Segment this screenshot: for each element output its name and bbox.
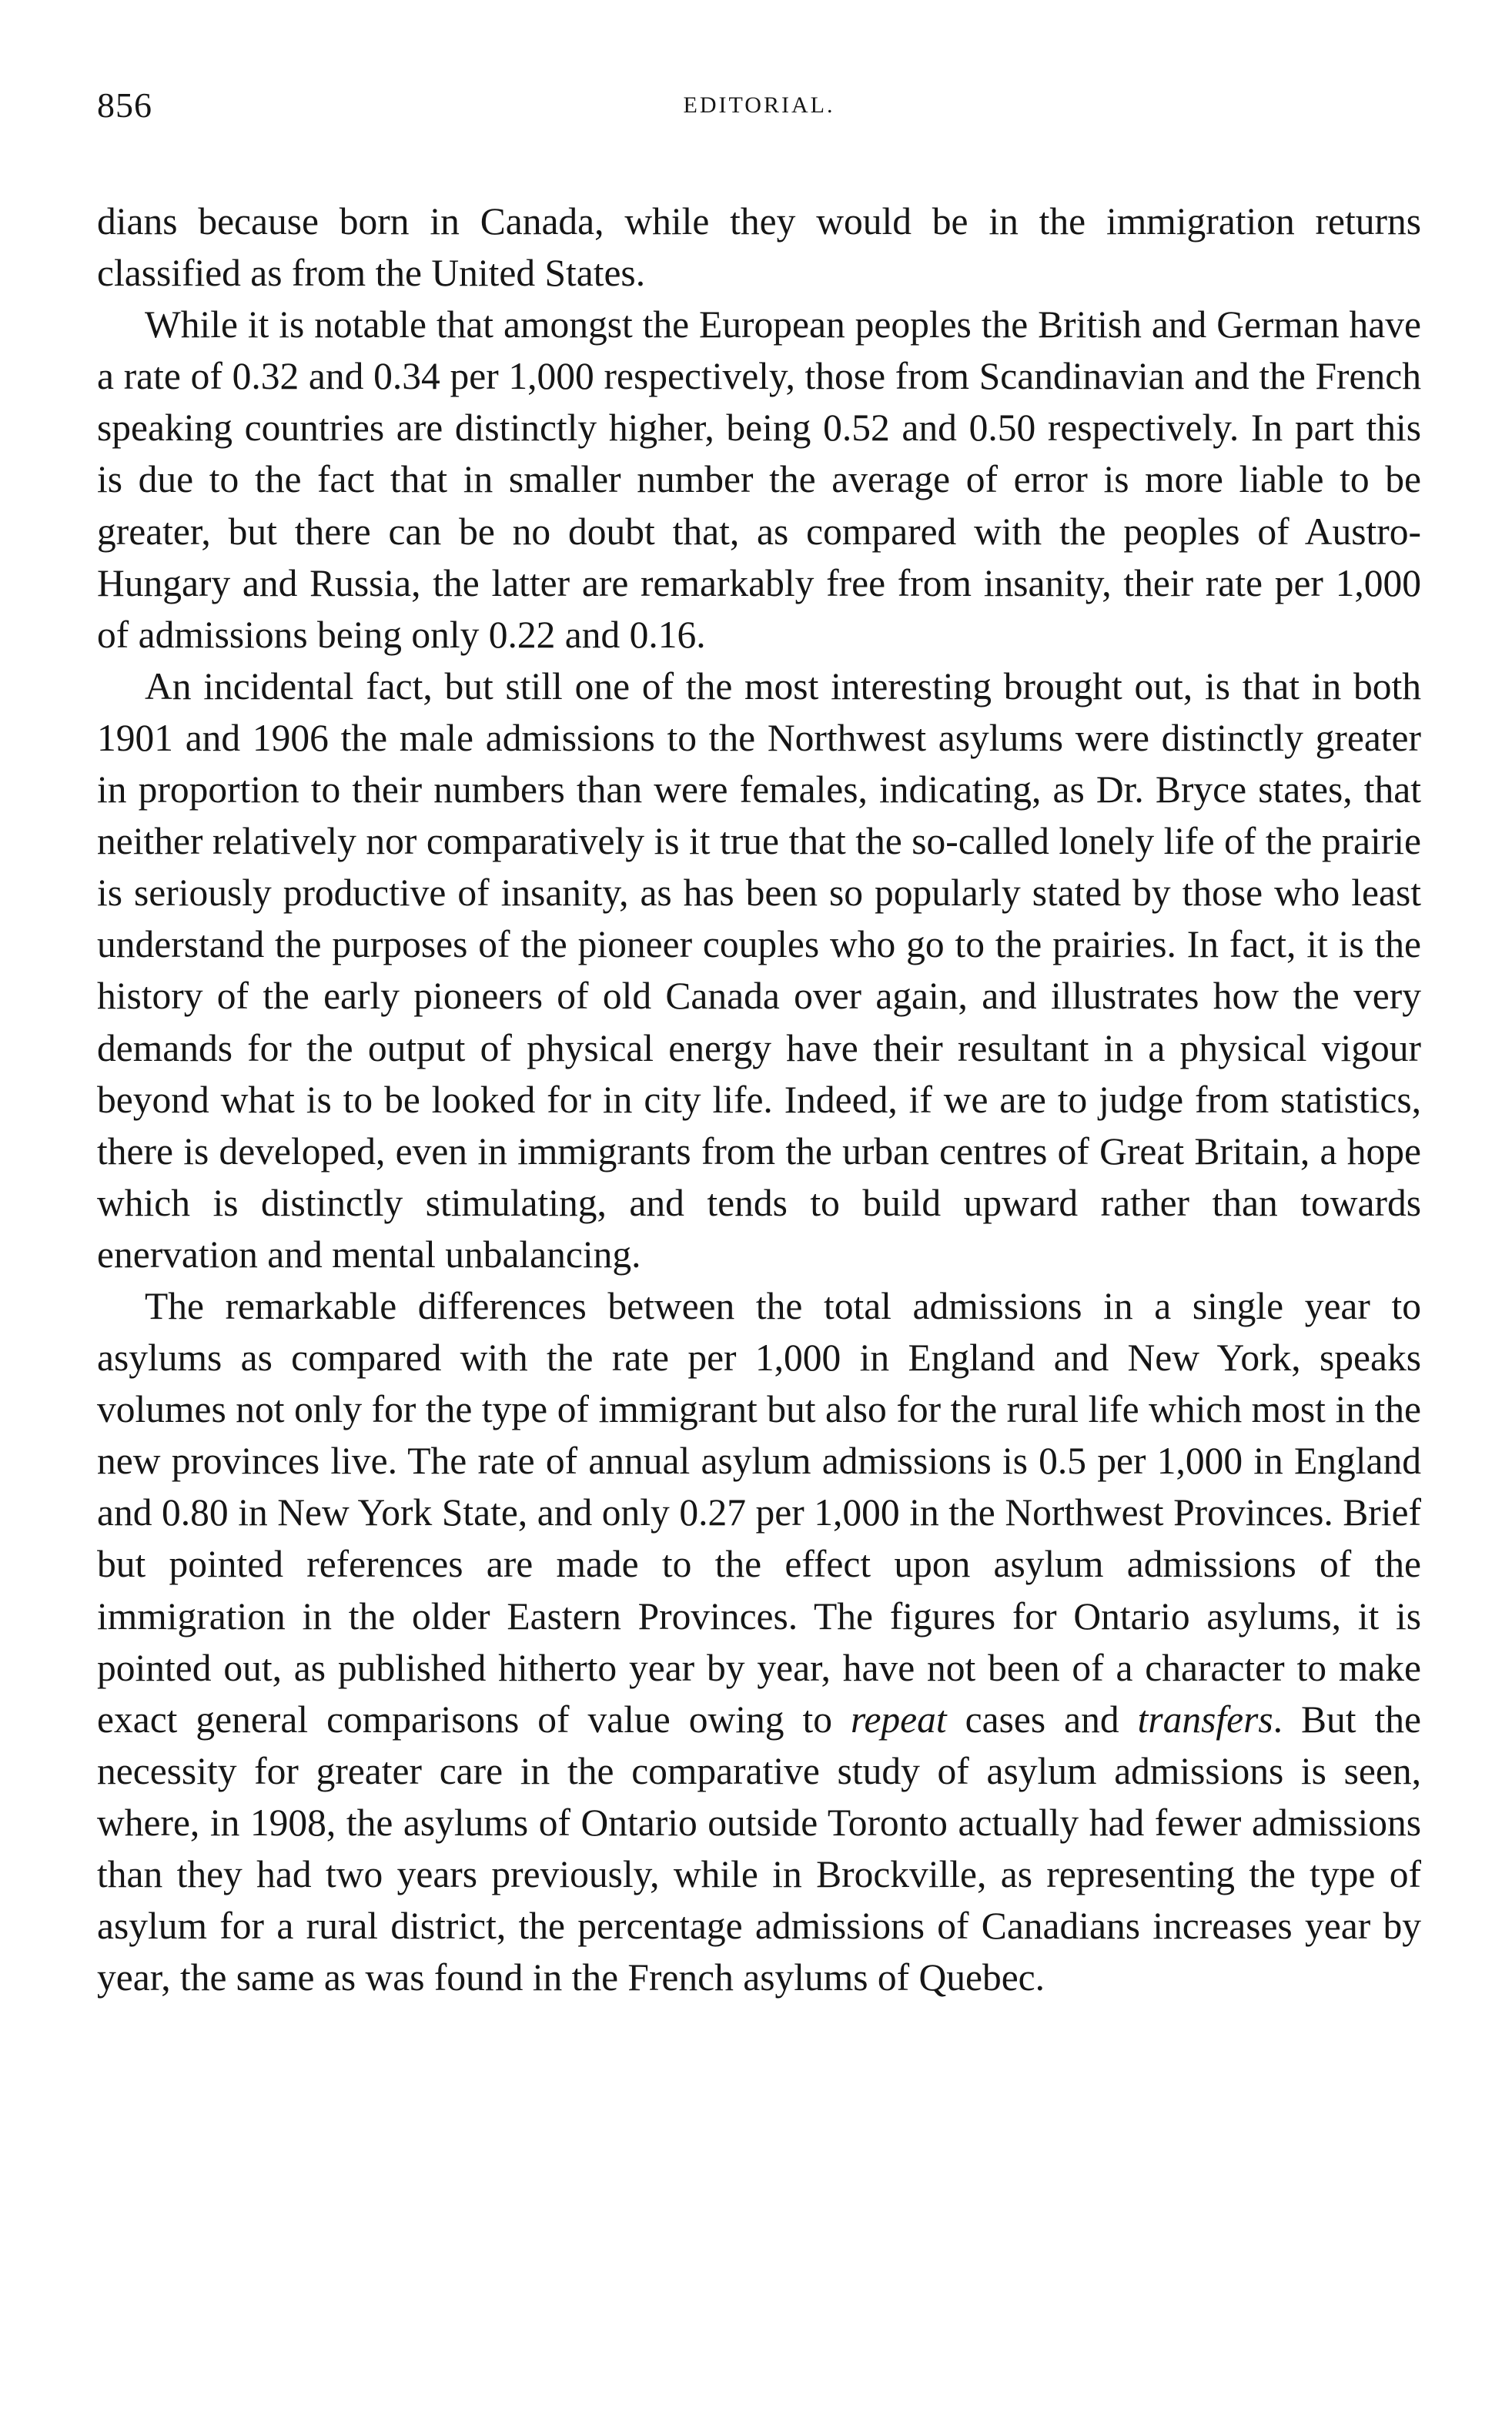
body-text [97,196,1421,2003]
paragraph-4-text: The remarkable differences between the total admissions in a single year to asylums as compared with the rate per 1,000 in England and New York, speaks volumes not only for the type of immigrant but also for the rural life which most in the new provinces live. The rate of annual asylum admissions is 0.5 per 1,000 in England and 0.80 in New York State, and only 0.27 per 1,000 in the Northwest Provinces. Brief but pointed references are made to the effect upon asylum admissions of the immigration in the older Eastern Provinces. The figures for Ontario asylums, it is pointed out, as published hitherto year by year, have not been of a character to make exact general comparisons of value owing to [97,1284,1421,1741]
paragraph-4 [97,1280,1421,2003]
italic-repeat: repeat [851,1698,947,1741]
paragraph-3-text: An incidental fact, but still one of the most interesting brought out, is that in both 1901 and 1906 the male admissions to the Northwest asylums were distinctly greater in proportion to their numbers than were females, indicating, as Dr. Bryce states, that neither relatively nor comparatively is it true that the so-called lonely life of the prairie is seriously productive of insanity, as has been so popularly stated by those who least understand the purposes of the pioneer couples who go to the prairies. In fact, it is the history of the early pioneers of old Canada over again, and illustrates how the very demands for the output of physical energy have their resultant in a physical vigour beyond what is to be looked for in city life. Indeed, if we are to judge from statistics, there is developed, even in immigrants from the urban centres of Great Britain, a hope which is distinctly stimulating, and tends to build upward rather than towards enervation and mental unbalancing. [97,664,1421,1276]
page-number: 856 [97,85,152,125]
paragraph-2-text: While it is notable that amongst the European peoples the British and German have a rate of 0.32 and 0.34 per 1,000 respectively, those from Scandinavian and the French speaking countries are distinctly higher, being 0.52 and 0.50 respectively. In part this is due to the fact that in smaller number the average of error is more liable to be greater, but there can be no doubt that, as compared with the peoples of Austro-Hungary and Russia, the latter are remarkably free from insanity, their rate per 1,000 of admissions being only 0.22 and 0.16. [97,303,1421,656]
running-head: EDITORIAL. [683,92,835,118]
paragraph-1-text: dians because born in Canada, while they would be in the immigration returns classified as from the United States. [97,200,1421,295]
paragraph-3 [97,661,1421,1280]
paragraph-1 [97,196,1421,299]
paragraph-4-text-cont: cases and [946,1698,1138,1741]
paragraph-4-text-end: . But the necessity for greater care in the comparative study of asylum admissions is seen, where, in 1908, the asylums of Ontario outside Toronto actually had fewer admissions than they had two years previously, while in Brockville, as representing the type of asylum for a rural district, the percentage admissions of Canadians increases year by year, the same as was found in the French asylums of Quebec. [97,1698,1421,1999]
page-header [97,77,1421,139]
italic-transfers: transfers [1137,1698,1273,1741]
paragraph-2 [97,299,1421,661]
book-page [97,77,1421,2003]
